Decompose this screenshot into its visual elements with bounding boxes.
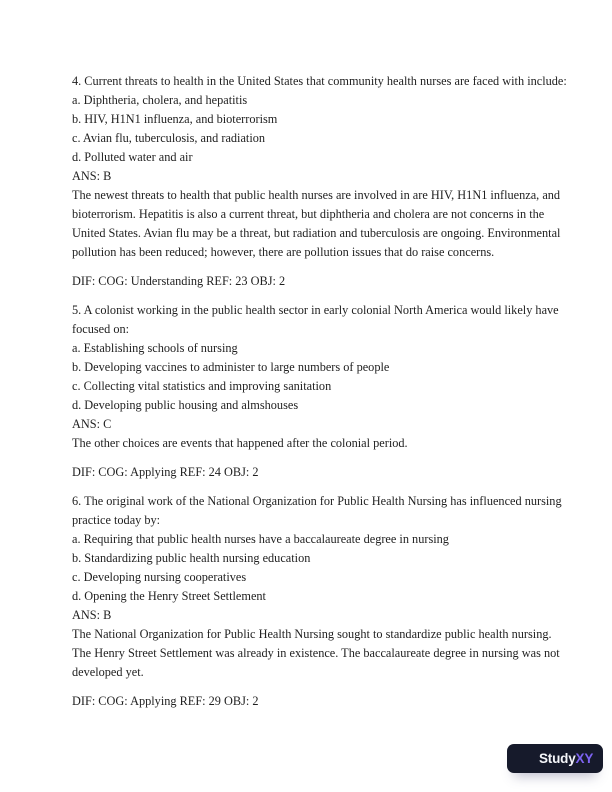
- logo-study-text: Study: [539, 750, 576, 766]
- choice-b: b. Standardizing public health nursing education: [72, 551, 311, 565]
- dif-cog-ref-line: DIF: COG: Applying REF: 24 OBJ: 2: [72, 465, 259, 479]
- plus-icon: [516, 750, 533, 767]
- dif-cog-ref-line: DIF: COG: Applying REF: 29 OBJ: 2: [72, 694, 259, 708]
- rationale-text: pollution has been reduced; however, there are pollution issues that do raise concerns.: [72, 245, 495, 259]
- logo-wordmark: [539, 752, 593, 766]
- question-block-6: [72, 492, 562, 682]
- dif-cog-ref-line: DIF: COG: Understanding REF: 23 OBJ: 2: [72, 274, 286, 288]
- question-block-4: [72, 72, 567, 262]
- document-body: [72, 72, 567, 721]
- studyxy-logo: [507, 744, 603, 773]
- answer-line: ANS: B: [72, 169, 112, 183]
- answer-line: ANS: B: [72, 608, 112, 622]
- rationale-text: bioterrorism. Hepatitis is also a current threat, but diphtheria and cholera are not concerns in the: [72, 207, 545, 221]
- choice-c: c. Collecting vital statistics and improving sanitation: [72, 379, 332, 393]
- question-text: 6. The original work of the National Organization for Public Health Nursing has influenced nursing: [72, 494, 562, 508]
- question-text: practice today by:: [72, 513, 161, 527]
- choice-d: d. Opening the Henry Street Settlement: [72, 589, 266, 603]
- choice-a: a. Diphtheria, cholera, and hepatitis: [72, 93, 248, 107]
- rationale-text: The National Organization for Public Health Nursing sought to standardize public health nursing.: [72, 627, 552, 641]
- choice-b: b. HIV, H1N1 influenza, and bioterrorism: [72, 112, 278, 126]
- question-text: 5. A colonist working in the public health sector in early colonial North America would likely have: [72, 303, 559, 317]
- rationale-text: developed yet.: [72, 665, 144, 679]
- choice-b: b. Developing vaccines to administer to large numbers of people: [72, 360, 390, 374]
- question-text: 4. Current threats to health in the United States that community health nurses are faced with include:: [72, 74, 567, 88]
- choice-c: c. Developing nursing cooperatives: [72, 570, 247, 584]
- choice-d: d. Polluted water and air: [72, 150, 193, 164]
- choice-a: a. Requiring that public health nurses have a baccalaureate degree in nursing: [72, 532, 449, 546]
- answer-line: ANS: C: [72, 417, 112, 431]
- rationale-text: The Henry Street Settlement was already in existence. The baccalaureate degree in nursing was not: [72, 646, 560, 660]
- rationale-text: The other choices are events that happened after the colonial period.: [72, 436, 408, 450]
- question-text: focused on:: [72, 322, 130, 336]
- logo-xy-text: XY: [575, 750, 594, 766]
- choice-c: c. Avian flu, tuberculosis, and radiation: [72, 131, 266, 145]
- choice-a: a. Establishing schools of nursing: [72, 341, 238, 355]
- rationale-text: The newest threats to health that public health nurses are involved in are HIV, H1N1 influenza, and: [72, 188, 561, 202]
- rationale-text: United States. Avian flu may be a threat, but radiation and tuberculosis are ongoing. Environmental: [72, 226, 561, 240]
- choice-d: d. Developing public housing and almshouses: [72, 398, 299, 412]
- question-block-5: [72, 301, 559, 453]
